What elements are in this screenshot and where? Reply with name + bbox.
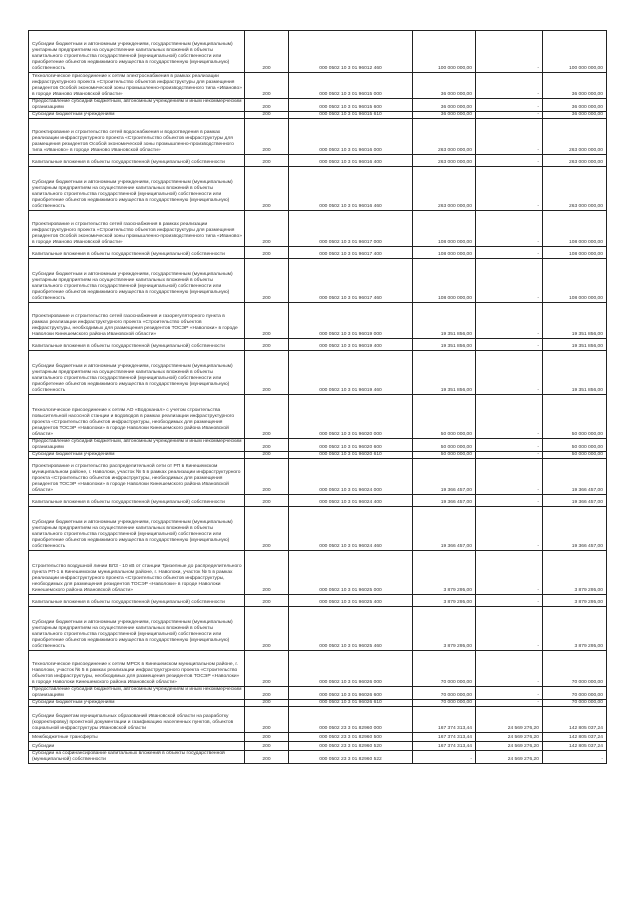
row-name: Межбюджетные трансферты <box>29 733 245 742</box>
row-executed-amount: - <box>476 452 543 459</box>
row-executed-amount: - <box>476 439 543 452</box>
row-executed-amount: - <box>476 211 543 247</box>
table-row <box>29 459 607 495</box>
row-executed-amount: - <box>476 155 543 167</box>
table-row <box>29 507 607 551</box>
row-executed-amount: - <box>476 112 543 119</box>
row-line-code: 200 <box>245 439 289 452</box>
row-remaining-amount: 36 000 000,00 <box>543 73 607 99</box>
table-row <box>29 211 607 247</box>
row-line-code: 200 <box>245 507 289 551</box>
row-approved-amount: 263 000 000,00 <box>413 119 476 155</box>
row-approved-amount: 36 000 000,00 <box>413 73 476 99</box>
row-remaining-amount: 263 000 000,00 <box>543 167 607 211</box>
table-row <box>29 452 607 459</box>
row-classification-code: 000 0502 10 3 01 96019 460 <box>289 351 413 395</box>
row-name: Субсидии бюджетным и автономным учреждениям, государственным (муниципальным) унитарным предприятиям на осуществление капитальных вложений в объекты капитального строительства государственной (муниципальной) собственности или приобретение объектов недвижимого имущества в государственную (муниципальную) собственность <box>29 259 245 303</box>
row-executed-amount: - <box>476 339 543 351</box>
row-remaining-amount: 50 000 000,00 <box>543 395 607 439</box>
row-approved-amount: 100 000 000,00 <box>413 31 476 73</box>
row-approved-amount: 19 351 856,00 <box>413 351 476 395</box>
row-name: Субсидии бюджетным учреждениям <box>29 700 245 707</box>
row-name: Предоставление субсидий бюджетным, автономным учреждениям и иным некоммерческим организациям <box>29 99 245 112</box>
row-classification-code: 000 0502 10 3 01 96024 400 <box>289 495 413 507</box>
row-classification-code: 000 0502 10 3 01 96024 000 <box>289 459 413 495</box>
row-executed-amount: - <box>476 700 543 707</box>
row-approved-amount: 3 879 295,00 <box>413 607 476 651</box>
row-line-code: 200 <box>245 303 289 339</box>
row-executed-amount: 24 569 276,20 <box>476 751 543 764</box>
row-classification-code: 000 0502 10 3 01 96019 400 <box>289 339 413 351</box>
row-name: Капитальные вложения в объекты государственной (муниципальной) собственности <box>29 495 245 507</box>
row-classification-code: 000 0502 10 3 01 96024 460 <box>289 507 413 551</box>
row-line-code: 200 <box>245 551 289 595</box>
table-row <box>29 339 607 351</box>
row-remaining-amount: 142 805 037,24 <box>543 733 607 742</box>
row-classification-code: 000 0502 10 3 01 96015 000 <box>289 73 413 99</box>
row-approved-amount: 50 000 000,00 <box>413 395 476 439</box>
table-row <box>29 651 607 687</box>
row-remaining-amount: 263 000 000,00 <box>543 119 607 155</box>
row-line-code: 200 <box>245 733 289 742</box>
row-remaining-amount: 50 000 000,00 <box>543 452 607 459</box>
row-classification-code: 000 0502 23 3 01 82960 520 <box>289 742 413 751</box>
row-name: Субсидии бюджетным учреждениям <box>29 112 245 119</box>
row-classification-code: 000 0502 10 3 01 96015 610 <box>289 112 413 119</box>
row-classification-code: 000 0502 10 3 01 96020 000 <box>289 395 413 439</box>
row-name: Субсидии на софинансирование капитальных вложений в объекты государственной (муниципальной) собственности <box>29 751 245 764</box>
row-line-code: 200 <box>245 339 289 351</box>
row-executed-amount: - <box>476 303 543 339</box>
row-name: Капитальные вложения в объекты государственной (муниципальной) собственности <box>29 247 245 259</box>
row-name: Капитальные вложения в объекты государственной (муниципальной) собственности <box>29 155 245 167</box>
row-remaining-amount: 50 000 000,00 <box>543 439 607 452</box>
row-line-code: 200 <box>245 459 289 495</box>
row-classification-code: 000 0502 23 3 01 82960 000 <box>289 707 413 733</box>
row-name: Предоставление субсидий бюджетным, автономным учреждениям и иным некоммерческим организациям <box>29 687 245 700</box>
row-approved-amount: 3 879 295,00 <box>413 551 476 595</box>
row-name: Проектирование и строительство сетей газоснабжения в рамках реализации инфраструктурного проекта «Строительство объектов инфраструктуры для размещения резидентов Особой экономической зоны промышленно-производственного типа «Иваново» в городе Иваново Ивановской области» <box>29 211 245 247</box>
row-name: Строительство воздушной линии ВЛЗ - 10 кВ от станции Тризелные до распределительного пункта РП-1 в Кинешемском муниципальном районе, г. Наволоки, участок № 5 в рамках реализации инфраструктурного проекта «Строительство объектов инфраструктуры, необходимых для размещения резидентов ТОСЭР «Наволоки» в городе Наволоки Кинешемского района Ивановской области» <box>29 551 245 595</box>
row-remaining-amount: 142 805 037,24 <box>543 742 607 751</box>
row-executed-amount: 24 569 276,20 <box>476 707 543 733</box>
table-row <box>29 112 607 119</box>
row-line-code: 200 <box>245 751 289 764</box>
row-name: Субсидии бюджетным и автономным учреждениям, государственным (муниципальным) унитарным предприятиям на осуществление капитальных вложений в объекты капитального строительства государственной (муниципальной) собственности или приобретение объектов недвижимого имущества в государственную (муниципальную) собственность <box>29 507 245 551</box>
row-line-code: 200 <box>245 495 289 507</box>
row-classification-code: 000 0502 10 3 01 96012 460 <box>289 31 413 73</box>
row-name: Субсидии бюджетным и автономным учреждениям, государственным (муниципальным) унитарным предприятиям на осуществление капитальных вложений в объекты капитального строительства государственной (муниципальной) собственности или приобретение объектов недвижимого имущества в государственную (муниципальную) собственность <box>29 351 245 395</box>
row-remaining-amount: 19 366 457,00 <box>543 459 607 495</box>
row-line-code: 200 <box>245 707 289 733</box>
row-executed-amount: - <box>476 395 543 439</box>
row-classification-code: 000 0502 10 3 01 96026 600 <box>289 687 413 700</box>
row-remaining-amount: 19 366 457,00 <box>543 495 607 507</box>
row-line-code: 200 <box>245 155 289 167</box>
row-approved-amount: 19 366 457,00 <box>413 507 476 551</box>
table-row <box>29 595 607 607</box>
row-line-code: 200 <box>245 167 289 211</box>
row-remaining-amount: 142 805 037,24 <box>543 707 607 733</box>
row-executed-amount: - <box>476 351 543 395</box>
row-remaining-amount: 70 000 000,00 <box>543 687 607 700</box>
row-remaining-amount: 19 366 457,00 <box>543 507 607 551</box>
row-line-code: 200 <box>245 687 289 700</box>
row-executed-amount: - <box>476 31 543 73</box>
table-row <box>29 439 607 452</box>
row-remaining-amount: 3 879 295,00 <box>543 607 607 651</box>
table-row <box>29 73 607 99</box>
row-classification-code: 000 0502 10 3 01 96026 610 <box>289 700 413 707</box>
row-remaining-amount: 3 879 295,00 <box>543 551 607 595</box>
row-line-code: 200 <box>245 651 289 687</box>
table-row <box>29 551 607 595</box>
row-line-code: 200 <box>245 247 289 259</box>
table-row <box>29 700 607 707</box>
row-approved-amount: 108 000 000,00 <box>413 259 476 303</box>
row-executed-amount: - <box>476 459 543 495</box>
row-remaining-amount: 108 000 000,00 <box>543 211 607 247</box>
row-executed-amount: 24 569 276,20 <box>476 742 543 751</box>
row-remaining-amount: 3 879 295,00 <box>543 595 607 607</box>
table-row <box>29 247 607 259</box>
row-approved-amount: 36 000 000,00 <box>413 99 476 112</box>
row-remaining-amount: 19 351 856,00 <box>543 351 607 395</box>
row-executed-amount: - <box>476 99 543 112</box>
row-executed-amount: 24 569 276,20 <box>476 733 543 742</box>
row-remaining-amount: 108 000 000,00 <box>543 247 607 259</box>
row-approved-amount: 70 000 000,00 <box>413 687 476 700</box>
row-classification-code: 000 0502 10 3 01 96016 460 <box>289 167 413 211</box>
table-row <box>29 707 607 733</box>
row-name: Технологическое присоединение к сетям АО «Водоканал» с учетом строительства повысительной насосной станции и водоводов в рамках реализации инфраструктурного проекта «Строительство объектов инфраструктуры, необходимых для размещения резидентов ТОСЭР «Наволоки» в городе Наволоки Кинешемского района Ивановской области» <box>29 395 245 439</box>
table-row <box>29 607 607 651</box>
row-approved-amount: 19 366 457,00 <box>413 495 476 507</box>
row-name: Субсидии бюджетам муниципальных образований Ивановской области на разработку (корректировку) проектной документации и газификацию населенных пунктов, объектов социальной инфраструктуры Ивановской области <box>29 707 245 733</box>
row-name: Проектирование и строительство распределительной сети от РП в Кинешемском муниципальном районе, г. Наволоки, участок № 5 в рамках реализации инфраструктурного проекта «Строительство объектов инфраструктуры, необходимых для размещения резидентов ТОСЭР «Наволоки» в городе Наволоки Кинешемского района Ивановской области» <box>29 459 245 495</box>
row-remaining-amount: 36 000 000,00 <box>543 112 607 119</box>
row-executed-amount: - <box>476 651 543 687</box>
row-classification-code: 000 0502 10 3 01 96025 000 <box>289 551 413 595</box>
row-approved-amount: 19 351 856,00 <box>413 339 476 351</box>
table-row <box>29 259 607 303</box>
row-classification-code: 000 0502 23 3 01 82960 522 <box>289 751 413 764</box>
table-row <box>29 742 607 751</box>
table-row <box>29 303 607 339</box>
row-classification-code: 000 0502 10 3 01 96019 000 <box>289 303 413 339</box>
row-approved-amount: 70 000 000,00 <box>413 651 476 687</box>
row-classification-code: 000 0502 10 3 01 96020 600 <box>289 439 413 452</box>
row-approved-amount: 19 351 856,00 <box>413 303 476 339</box>
row-line-code: 200 <box>245 607 289 651</box>
row-approved-amount: 3 879 295,00 <box>413 595 476 607</box>
row-remaining-amount: 263 000 000,00 <box>543 155 607 167</box>
row-name: Субсидии бюджетным и автономным учреждениям, государственным (муниципальным) унитарным предприятиям на осуществление капитальных вложений в объекты капитального строительства государственной (муниципальной) собственности или приобретение объектов недвижимого имущества в государственную (муниципальную) собственность <box>29 607 245 651</box>
row-classification-code: 000 0502 10 3 01 96016 000 <box>289 119 413 155</box>
row-executed-amount: - <box>476 551 543 595</box>
row-approved-amount: 108 000 000,00 <box>413 211 476 247</box>
row-remaining-amount: 19 351 856,00 <box>543 339 607 351</box>
row-executed-amount: - <box>476 495 543 507</box>
row-remaining-amount: 19 351 856,00 <box>543 303 607 339</box>
row-classification-code: 000 0502 10 3 01 96026 000 <box>289 651 413 687</box>
table-row <box>29 395 607 439</box>
row-name: Технологическое присоединение к сетям МРСК в Кинешемском муниципальном районе, г. Наволоки, участок № 5 в рамках реализации инфраструктурного проекта «Строительство объектов инфраструктуры, необходимых для размещения резидентов ТОСЭР «Наволоки» в городе Наволоки Кинешемского района Ивановской области» <box>29 651 245 687</box>
row-line-code: 200 <box>245 700 289 707</box>
table-row <box>29 119 607 155</box>
row-classification-code: 000 0502 10 3 01 96025 460 <box>289 607 413 651</box>
row-approved-amount: 50 000 000,00 <box>413 439 476 452</box>
row-remaining-amount: 100 000 000,00 <box>543 31 607 73</box>
row-approved-amount: - <box>413 751 476 764</box>
row-executed-amount: - <box>476 507 543 551</box>
table-row <box>29 155 607 167</box>
row-approved-amount: 36 000 000,00 <box>413 112 476 119</box>
row-name: Проектирование и строительство сетей водоснабжения и водоотведения в рамках реализации инфраструктурного проекта «Строительство объектов инфраструктуры для размещения резидентов Особой экономической зоны промышленно-производственного типа «Иваново» в городе Иваново Ивановской области» <box>29 119 245 155</box>
row-approved-amount: 19 366 457,00 <box>413 459 476 495</box>
row-executed-amount: - <box>476 119 543 155</box>
row-line-code: 200 <box>245 119 289 155</box>
table-row <box>29 167 607 211</box>
row-line-code: 200 <box>245 595 289 607</box>
row-line-code: 200 <box>245 31 289 73</box>
table-row <box>29 687 607 700</box>
row-executed-amount: - <box>476 607 543 651</box>
row-classification-code: 000 0502 10 3 01 96015 600 <box>289 99 413 112</box>
row-line-code: 200 <box>245 99 289 112</box>
row-executed-amount: - <box>476 167 543 211</box>
row-name: Предоставление субсидий бюджетным, автономным учреждениям и иным некоммерческим организациям <box>29 439 245 452</box>
row-remaining-amount: 70 000 000,00 <box>543 700 607 707</box>
row-remaining-amount: 36 000 000,00 <box>543 99 607 112</box>
table-row <box>29 495 607 507</box>
row-line-code: 200 <box>245 452 289 459</box>
table-row <box>29 31 607 73</box>
budget-document <box>28 30 606 764</box>
row-classification-code: 000 0502 10 3 01 96017 460 <box>289 259 413 303</box>
table-body <box>29 31 607 764</box>
row-remaining-amount: - <box>543 751 607 764</box>
row-executed-amount: - <box>476 247 543 259</box>
row-name: Технологическое присоединение к сетям электроснабжения в рамках реализации инфраструктурного проекта «Строительство объектов инфраструктуры для размещения резидентов Особой экономической зоны промышленно-производственного типа «Иваново» в городе Иваново Ивановской области» <box>29 73 245 99</box>
row-classification-code: 000 0502 10 3 01 96017 000 <box>289 211 413 247</box>
row-executed-amount: - <box>476 259 543 303</box>
row-approved-amount: 167 374 313,44 <box>413 733 476 742</box>
table-row <box>29 99 607 112</box>
table-row <box>29 733 607 742</box>
row-classification-code: 000 0502 10 3 01 96017 400 <box>289 247 413 259</box>
row-name: Капитальные вложения в объекты государственной (муниципальной) собственности <box>29 339 245 351</box>
row-approved-amount: 50 000 000,00 <box>413 452 476 459</box>
row-line-code: 200 <box>245 351 289 395</box>
row-classification-code: 000 0502 10 3 01 96016 400 <box>289 155 413 167</box>
row-executed-amount: - <box>476 687 543 700</box>
row-line-code: 200 <box>245 112 289 119</box>
table-row <box>29 351 607 395</box>
row-name: Субсидии бюджетным учреждениям <box>29 452 245 459</box>
row-executed-amount: - <box>476 73 543 99</box>
row-name: Капитальные вложения в объекты государственной (муниципальной) собственности <box>29 595 245 607</box>
row-approved-amount: 263 000 000,00 <box>413 155 476 167</box>
row-line-code: 200 <box>245 742 289 751</box>
row-executed-amount: - <box>476 595 543 607</box>
row-remaining-amount: 70 000 000,00 <box>543 651 607 687</box>
row-name: Субсидии <box>29 742 245 751</box>
row-approved-amount: 70 000 000,00 <box>413 700 476 707</box>
row-line-code: 200 <box>245 259 289 303</box>
row-line-code: 200 <box>245 395 289 439</box>
row-approved-amount: 167 374 313,44 <box>413 707 476 733</box>
row-classification-code: 000 0502 10 3 01 96020 610 <box>289 452 413 459</box>
row-remaining-amount: 108 000 000,00 <box>543 259 607 303</box>
row-approved-amount: 167 374 313,44 <box>413 742 476 751</box>
row-approved-amount: 108 000 000,00 <box>413 247 476 259</box>
budget-execution-table <box>28 30 607 764</box>
row-approved-amount: 263 000 000,00 <box>413 167 476 211</box>
row-name: Субсидии бюджетным и автономным учреждениям, государственным (муниципальным) унитарным предприятиям на осуществление капитальных вложений в объекты капитального строительства государственной (муниципальной) собственности или приобретение объектов недвижимого имущества в государственную (муниципальную) собственность <box>29 31 245 73</box>
table-row <box>29 751 607 764</box>
row-name: Проектирование и строительство сетей газоснабжения и газорегуляторного пункта в рамках реализации инфраструктурного проекта «Строительство объектов инфраструктуры, необходимых для размещения резидентов ТОСЭР «Наволоки» в городе Наволоки Кинешемского района Ивановской области» <box>29 303 245 339</box>
row-name: Субсидии бюджетным и автономным учреждениям, государственным (муниципальным) унитарным предприятиям на осуществление капитальных вложений в объекты капитального строительства государственной (муниципальной) собственности или приобретение объектов недвижимого имущества в государственную (муниципальную) собственность <box>29 167 245 211</box>
row-line-code: 200 <box>245 211 289 247</box>
row-line-code: 200 <box>245 73 289 99</box>
row-classification-code: 000 0502 10 3 01 96025 400 <box>289 595 413 607</box>
row-classification-code: 000 0502 23 3 01 82960 500 <box>289 733 413 742</box>
